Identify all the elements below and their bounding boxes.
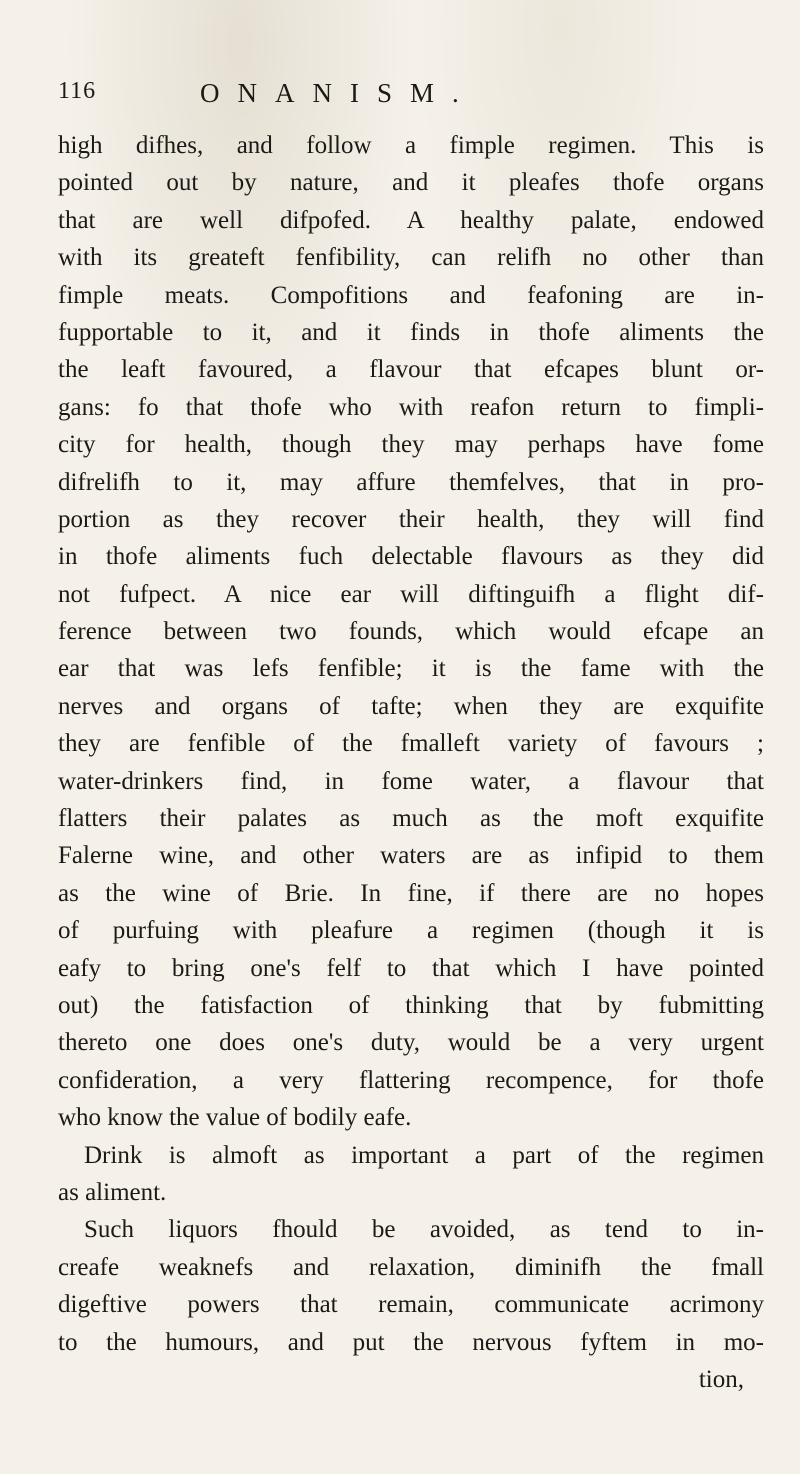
text-line: creafe weaknefs and relaxation, diminifh the fmall [58, 1253, 764, 1281]
text-line: in thofe aliments fuch delectable flavours as they did [58, 543, 764, 571]
text-line: fupportable to it, and it finds in thofe aliments the [58, 318, 764, 346]
text-line: that are well difpofed. A healthy palate, endowed [58, 206, 764, 234]
text-line: the leaft favoured, a flavour that efcapes blunt or- [58, 356, 764, 384]
text-line: out) the fatisfaction of thinking that by fubmitting [58, 991, 764, 1019]
running-head [58, 78, 748, 114]
paragraph-start-line: Such liquors fhould be avoided, as tend to in- [84, 1216, 764, 1244]
text-line: digeftive powers that remain, communicate acrimony [58, 1291, 764, 1319]
text-line: tion, [698, 1365, 744, 1393]
text-line: not fufpect. A nice ear will diftinguifh a flight dif- [58, 580, 764, 608]
text-line: flatters their palates as much as the moft exquifite [58, 805, 764, 833]
text-line: thereto one does one's duty, would be a very urgent [58, 1029, 764, 1057]
text-line: ference between two founds, which would efcape an [58, 618, 764, 646]
page-number: 116 [58, 78, 97, 104]
text-line: high difhes, and follow a fimple regimen. This is [58, 132, 764, 159]
text-line: Falerne wine, and other waters are as infipid to them [58, 842, 764, 870]
text-line: water-drinkers find, in fome water, a flavour that [58, 767, 764, 795]
paragraph-start-line: Drink is almoft as important a part of the regimen [84, 1141, 764, 1169]
text-line: as the wine of Brie. In fine, if there are no hopes [58, 879, 764, 907]
text-line: nerves and organs of tafte; when they are exquifite [58, 692, 764, 720]
text-line: portion as they recover their health, they will find [58, 505, 764, 533]
text-line: difrelifh to it, may affure themfelves, that in pro- [58, 468, 764, 496]
text-line: ear that was lefs fenfible; it is the fame with the [58, 655, 764, 683]
text-line: of purfuing with pleafure a regimen (though it is [58, 917, 764, 945]
text-line: confideration, a very flattering recompence, for thofe [58, 1066, 764, 1094]
text-line: city for health, though they may perhaps have fome [58, 431, 764, 459]
running-title: ONANISM. [200, 78, 477, 108]
text-line: to the humours, and put the nervous fyftem in mo- [58, 1328, 764, 1356]
text-line: as aliment. [58, 1178, 167, 1206]
body-text [58, 127, 764, 1398]
text-line: pointed out by nature, and it pleafes thofe organs [58, 169, 764, 197]
text-line: with its greateft fenfibility, can relifh no other than [58, 244, 764, 272]
text-line: they are fenfible of the fmalleft variety of favours ; [58, 730, 764, 758]
text-line: eafy to bring one's felf to that which I have pointed [58, 954, 764, 982]
text-line: who know the value of bodily eafe. [58, 1104, 412, 1132]
text-line: gans: fo that thofe who with reafon return to fimpli- [58, 393, 764, 421]
text-line: fimple meats. Compofitions and feafoning are in- [58, 281, 764, 309]
